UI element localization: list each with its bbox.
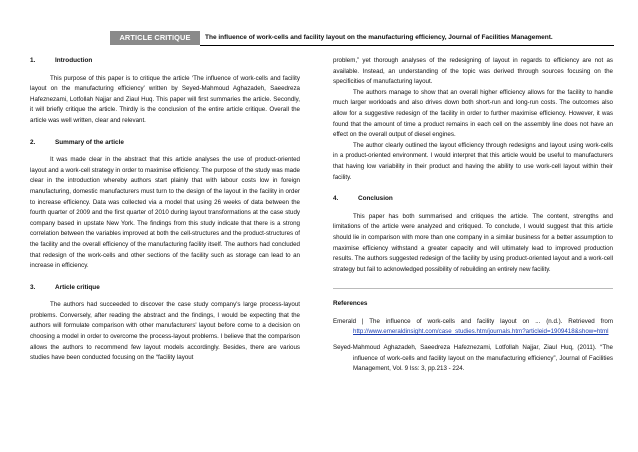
section-number: 3.	[30, 283, 36, 291]
section-title: Summary of the article	[55, 138, 124, 146]
reference-item: Emerald | The influence of work-cells and facility layout on ... (n.d.). Retrieved from http://www.emeraldinsight.com/case_studies.htm/journals.htm?articleid=1909418&show=html	[333, 317, 613, 336]
section-heading-summary	[30, 138, 300, 149]
critique-paragraph: The authors had succeeded to discover the case study company's large process-layout problems. Conversely, after reading the abstract and the findings, I would be expecting that the authors will formulate comparison with other manufacturers' layout before come to a decision on choosing a model in order to overcome the process-layout problems. I believe that the comparison allows the authors to recommend few layout models accordingly. Besides, there are various studies have been conducted focusing on the “facility layout	[30, 301, 300, 362]
page-header	[0, 0, 638, 50]
summary-paragraph: It was made clear in the abstract that this article analyses the use of product-oriented layout and a work-cell strategy in order to maximise efficiency. The purpose of the study was made clear in the introduction whereby authors start plainly that with labour costs low in foreign manufacturing, domestic manufacturers must turn to the design of the layout in the facility in order to increase efficiency. Data was collected via a model that using 26 weeks of data between the fourth quarter of 2009 and the first quarter of 2010 during layout transformations at the case study company based in upstate New York. The findings from this study indicate that there is a strong correlation between the variables improved at both the cell-structures and the product-structures of the facility and the overall efficiency of the manufacturing facility itself. The authors had concluded that redesign of the work-cells and other sections of the facility such as storage can lead to an increase in efficiency.	[30, 156, 300, 270]
references-heading: References	[333, 300, 368, 308]
section-title: Conclusion	[358, 195, 393, 203]
section-number: 1.	[30, 57, 36, 64]
header-title: The influence of work-cells and facility layout on the manufacturing efficiency, Journal of Facilities Management.	[205, 34, 553, 41]
section-title: Article critique	[55, 283, 100, 291]
section-title: Introduction	[55, 57, 93, 64]
left-column	[30, 56, 300, 364]
reference-item: Seyed-Mahmoud Aghazadeh, Saeedreza Hafeznezami, Lotfollah Najjar, Ziaul Huq, (2011). “The influence of work-cells and facility layout on the manufacturing efficiency”, Journal of Facilities Management, Vol. 9 Iss: 3, pp.213 - 224.	[333, 344, 613, 373]
critique-paragraph-3: The author clearly outlined the layout efficiency through redesigns and layout using work-cells in a product-oriented environment. I would interpret that this article would be useful to manufacturers that having low variability in their product and having the ability to use work-cell layout within their facility.	[333, 141, 613, 181]
critique-paragraph-2: The authors manage to show that an overall higher efficiency allows for the facility to handle much larger workloads and also drives down both short-run and long-run costs. The outcomes also allow for a suggestive redesign of the facility in order to further maximise efficiency. However, it was found that the amount of time a product remains in each cell on the assembly line does not have an effect on the overall output of diesel engines.	[333, 88, 613, 139]
section-heading-critique	[30, 283, 300, 294]
right-column	[333, 56, 613, 375]
references-divider	[333, 288, 613, 289]
section-heading-introduction	[30, 56, 300, 67]
section-heading-conclusion	[333, 194, 613, 205]
header-divider	[200, 45, 614, 46]
introduction-paragraph: This purpose of this paper is to critique the article ‘The influence of work-cells and facility layout on the manufacturing efficiency’ written by Seyed-Mahmoud Aghazadeh, Saeedreza Hafeznezami, Lotfollah Najjar and Ziaul Huq. This paper will first summaries the article. Secondly, it will briefly critique the article. Thirdly is the conclusion of the entire article critique. Overall the article was well written, clear and relevant.	[30, 74, 300, 124]
section-number: 4.	[333, 195, 339, 203]
conclusion-paragraph: This paper has both summarised and critiques the article. The content, strengths and limitations of the article were analyzed and critiqued. To conclude, I would suggest that this article should lie in comparison with more than one company in a similar business for a better assumption to maximise efficiency withstand a greater capacity and will ultimately lead to improved production results. The authors suggested redesign of the facility by using product-oriented layout and a work-cell strategy but fail to acknowledged possibility of rebuilding an entirely new facility.	[333, 212, 613, 273]
section-number: 2.	[30, 138, 36, 146]
reference-link[interactable]: http://www.emeraldinsight.com/case_studies.htm/journals.htm?articleid=1909418&show=html	[353, 328, 609, 336]
article-critique-tag: ARTICLE CRITIQUE	[110, 31, 200, 45]
critique-continued-paragraph: problem,” yet thorough analyses of the redesigning of layout in regards to efficiency are not as available. Instead, an understanding of the topic was derived through sources focusing on the specificities of manufacturing layout.	[333, 57, 613, 86]
